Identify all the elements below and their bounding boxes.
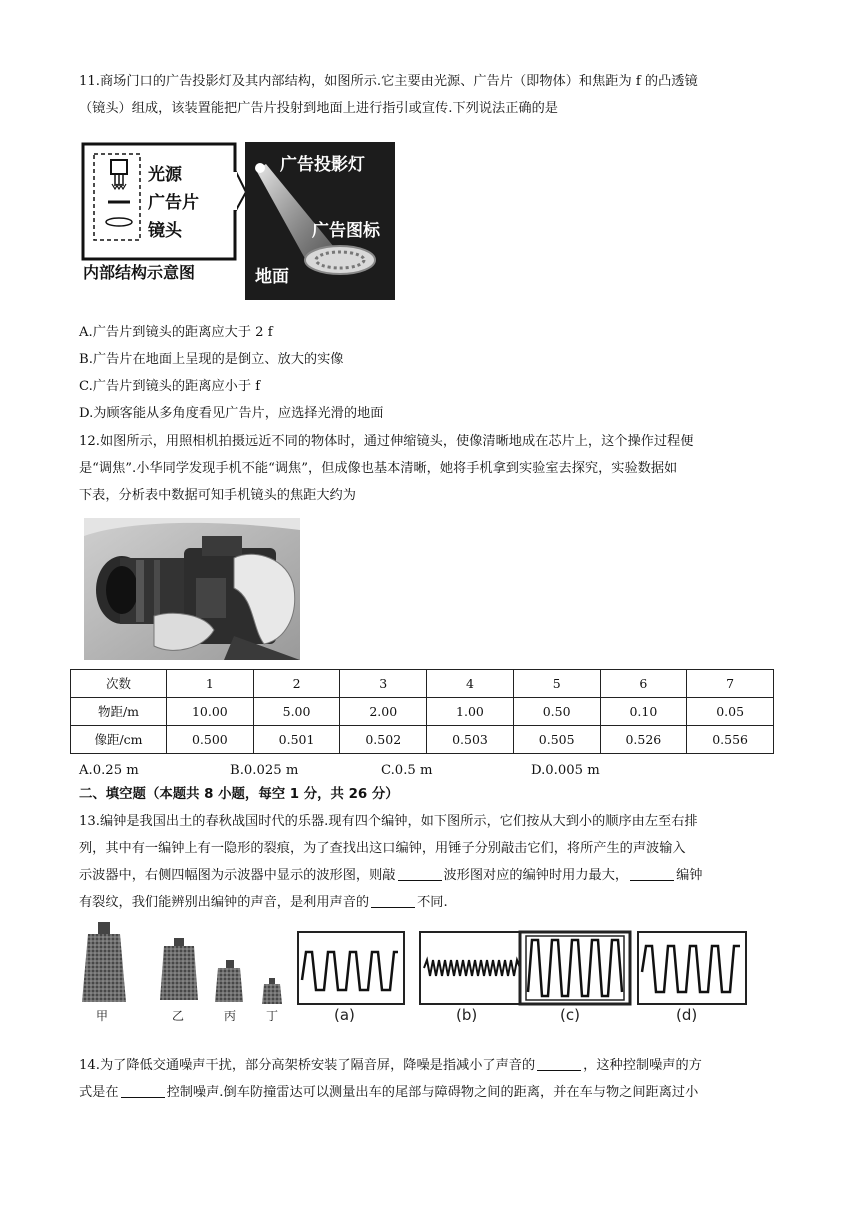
q12-stem-line3: 下表，分析表中数据可知手机镜头的焦距大约为 (79, 488, 356, 503)
table-cell: 0.10 (600, 698, 687, 726)
answer-blank[interactable] (398, 866, 442, 881)
waveform-label: (d) (676, 1006, 698, 1022)
q12-options (79, 757, 783, 779)
q14-text: ，这种控制噪声的方 (583, 1058, 702, 1073)
bell-yi-icon (160, 938, 198, 1000)
label-slide: 广告片 (148, 193, 199, 213)
label-lens: 镜头 (148, 221, 182, 241)
table-cell: 3 (340, 670, 427, 698)
q13-stem-line3 (79, 862, 703, 889)
table-cell: 4 (427, 670, 514, 698)
q13-text: 示波器中，右侧四幅图为示波器中显示的波形图，则敲 (79, 868, 396, 883)
table-row-image-distance (71, 726, 774, 754)
waveform-label: (c) (560, 1006, 580, 1022)
q14-stem-line2 (79, 1079, 698, 1106)
q13-text: 波形图对应的编钟时用力最大， (443, 868, 629, 883)
bell-ding-icon (262, 978, 282, 1004)
lens-icon (106, 218, 132, 226)
q13-text: 编钟 (676, 868, 703, 883)
label-projector-lamp: 广告投影灯 (280, 155, 365, 175)
table-cell: 0.503 (427, 726, 514, 754)
q11-option-b: B.广告片在地面上呈现的是倒立、放大的实像 (79, 352, 344, 367)
q14-text: 14.为了降低交通噪声干扰，部分高架桥安装了隔音屏，降噪是指减小了声音的 (79, 1058, 536, 1073)
bell-label: 乙 (172, 1009, 185, 1022)
q12-option-b: B.0.025 m (230, 763, 299, 778)
table-cell: 0.526 (600, 726, 687, 754)
table-cell: 1 (167, 670, 254, 698)
table-cell: 物距/m (71, 698, 167, 726)
camera-photo (84, 518, 300, 660)
label-light-source: 光源 (148, 165, 182, 185)
q13-stem-line4 (79, 889, 448, 916)
q12-stem-line2: 是“调焦”.小华同学发现手机不能“调焦”，但成像也基本清晰，她将手机拿到实验室去探究，实验数据如 (79, 461, 678, 476)
q11-figure (80, 140, 400, 302)
table-cell: 6 (600, 670, 687, 698)
table-header-row (71, 670, 774, 698)
section-title: 二、填空题（本题共 8 小题，每空 1 分，共 26 分） (79, 787, 399, 802)
table-cell: 7 (687, 670, 774, 698)
label-ad-logo: 广告图标 (312, 221, 380, 241)
q12-option-a: A.0.25 m (79, 763, 139, 778)
table-cell: 5.00 (253, 698, 340, 726)
bell-label: 丁 (266, 1009, 279, 1022)
q13-text: 有裂纹，我们能辨别出编钟的声音，是利用声音的 (79, 895, 370, 910)
q12-option-c: C.0.5 m (381, 763, 433, 778)
q14-text: 式是在 (79, 1085, 119, 1100)
q13-stem-line1: 13.编钟是我国出土的春秋战国时代的乐器.现有四个编钟，如下图所示，它们按从大到小的顺序由左至右排 (79, 814, 698, 829)
table-cell: 5 (513, 670, 600, 698)
answer-blank[interactable] (371, 893, 415, 908)
answer-blank[interactable] (630, 866, 674, 881)
label-ground: 地面 (255, 267, 289, 287)
table-cell: 0.502 (340, 726, 427, 754)
table-cell: 像距/cm (71, 726, 167, 754)
q12-option-d: D.0.005 m (531, 763, 600, 778)
structure-caption: 内部结构示意图 (83, 263, 196, 282)
bells-and-waveforms-figure (80, 922, 760, 1022)
table-cell: 0.500 (167, 726, 254, 754)
waveform-panel-c (520, 932, 630, 1004)
bell-bing-icon (215, 960, 243, 1002)
bell-jia-icon (82, 922, 126, 1002)
focal-length-data-table (70, 669, 774, 754)
q14-text: 控制噪声.倒车防撞雷达可以测量出车的尾部与障碍物之间的距离，并在车与物之间距离过小 (166, 1085, 699, 1100)
answer-blank[interactable] (537, 1056, 581, 1071)
q11-option-d: D.为顾客能从多角度看见广告片，应选择光滑的地面 (79, 406, 384, 421)
waveform-label: (a) (334, 1006, 355, 1022)
table-cell: 0.501 (253, 726, 340, 754)
q11-option-c: C.广告片到镜头的距离应小于 f (79, 379, 261, 394)
table-cell: 1.00 (427, 698, 514, 726)
table-cell: 0.50 (513, 698, 600, 726)
table-row-object-distance (71, 698, 774, 726)
waveform-label: (b) (456, 1006, 478, 1022)
bell-label: 丙 (224, 1009, 237, 1022)
q12-stem-line1: 12.如图所示，用照相机拍摄远近不同的物体时，通过伸缩镜头，使像清晰地成在芯片上，这个操作过程便 (79, 434, 694, 449)
table-cell: 次数 (71, 670, 167, 698)
light-source-icon (111, 160, 127, 174)
table-cell: 0.556 (687, 726, 774, 754)
table-cell: 0.05 (687, 698, 774, 726)
q11-stem-line2: （镜头）组成，该装置能把广告片投射到地面上进行指引或宣传.下列说法正确的是 (79, 101, 558, 116)
bell-label: 甲 (96, 1009, 109, 1022)
table-cell: 2 (253, 670, 340, 698)
table-cell: 0.505 (513, 726, 600, 754)
table-cell: 2.00 (340, 698, 427, 726)
q11-stem-line1: 11.商场门口的广告投影灯及其内部结构，如图所示.它主要由光源、广告片（即物体）和焦距为 f 的凸透镜 (79, 74, 698, 89)
q13-stem-line2: 列，其中有一编钟上有一隐形的裂痕，为了查找出这口编钟，用锤子分别敲击它们，将所产生的声波输入 (79, 841, 686, 856)
q11-option-a: A.广告片到镜头的距离应大于 2 f (79, 325, 273, 340)
q14-stem-line1 (79, 1052, 702, 1079)
table-cell: 10.00 (167, 698, 254, 726)
answer-blank[interactable] (121, 1083, 165, 1098)
q13-text: 不同. (417, 895, 448, 910)
